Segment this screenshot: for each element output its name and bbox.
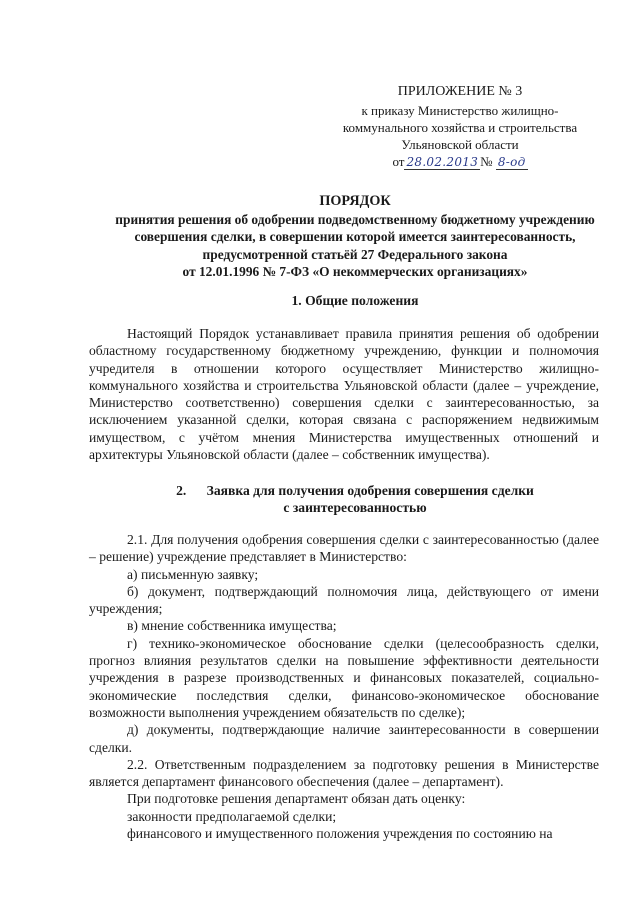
- appendix-date-line: [325, 153, 595, 171]
- item-g: г) технико-экономическое обоснование сделки (целесообразность сделки, прогноз влияния результатов сделки на повышение эффективности деятельности учреждения в разрезе производственных и финансовых показателей, социально-экономические последствия сделки, финансово-экономическое обоснование возможности выполнения учреждением обязательств по сделке);: [89, 635, 599, 720]
- appendix-title: ПРИЛОЖЕНИЕ № 3: [397, 84, 523, 99]
- appendix-line-3: Ульяновской области: [401, 137, 519, 152]
- item-a: а) письменную заявку;: [127, 566, 259, 582]
- section-2-title-line-1: 2. Заявка для получения одобрения совершения сделки: [176, 483, 534, 498]
- item-b: б) документ, подтверждающий полномочия лица, действующего от имени учреждения;: [89, 583, 599, 617]
- section-2-body: [89, 531, 599, 842]
- section-2-title-line-2: с заинтересованностью: [283, 500, 427, 515]
- section-1-paragraph: Настоящий Порядок устанавливает правила принятия решения об одобрении областному государственному бюджетному учреждению, функции и полномочия учредителя в отношении которого осуществляет Министерство жилищно-коммунального хозяйства и строительства Ульяновской области (далее – учреждение, Министерство соответственно) совершения сделки с заинтересованностью, за исключением указанной сделки, которая связана с распоряжением недвижимым имуществом, с учётом мнения Министерства имущественных отношений и архитектуры Ульяновской области (далее – собственник имущества).: [89, 326, 599, 463]
- paragraph-assessment-intro: При подготовке решения департамент обязан дать оценку:: [127, 791, 466, 807]
- number-prefix: №: [480, 154, 493, 169]
- heading-line-1: принятия решения об одобрении подведомственному бюджетному учреждению: [115, 212, 595, 228]
- document-heading: [70, 193, 640, 280]
- paragraph-legality: законности предполагаемой сделки;: [127, 808, 337, 824]
- heading-line-2: совершения сделки, в совершении которой имеется заинтересованность,: [134, 229, 576, 245]
- appendix-block: [325, 83, 595, 171]
- item-v: в) мнение собственника имущества;: [127, 618, 337, 634]
- appendix-line-2: коммунального хозяйства и строительства: [342, 120, 578, 135]
- section-2-title: [70, 482, 640, 516]
- item-d: д) документы, подтверждающие наличие заинтересованности в совершении сделки.: [89, 722, 599, 755]
- appendix-line-1: к приказу Министерство жилищно-: [361, 103, 559, 118]
- heading-title: ПОРЯДОК: [319, 193, 391, 209]
- paragraph-2-1: 2.1. Для получения одобрения совершения сделки с заинтересованностью (далее – решение) учреждение представляет в Министерство:: [89, 532, 599, 565]
- handwritten-date: 28.02.2013: [406, 155, 479, 169]
- heading-line-4: от 12.01.1996 № 7-ФЗ «О некоммерческих организациях»: [182, 263, 528, 279]
- paragraph-2-2: 2.2. Ответственным подразделением за подготовку решения в Министерстве является департамент финансового обеспечения (далее – департамент).: [89, 756, 599, 790]
- handwritten-number: 8-од: [497, 155, 526, 169]
- section-1-body: [89, 325, 599, 463]
- date-prefix: от: [392, 154, 405, 169]
- heading-line-3: предусмотренной статьёй 27 Федерального закона: [202, 246, 508, 262]
- section-1-title: 1. Общие положения: [291, 293, 419, 308]
- paragraph-financial: финансового и имущественного положения учреждения по состоянию на: [127, 826, 553, 842]
